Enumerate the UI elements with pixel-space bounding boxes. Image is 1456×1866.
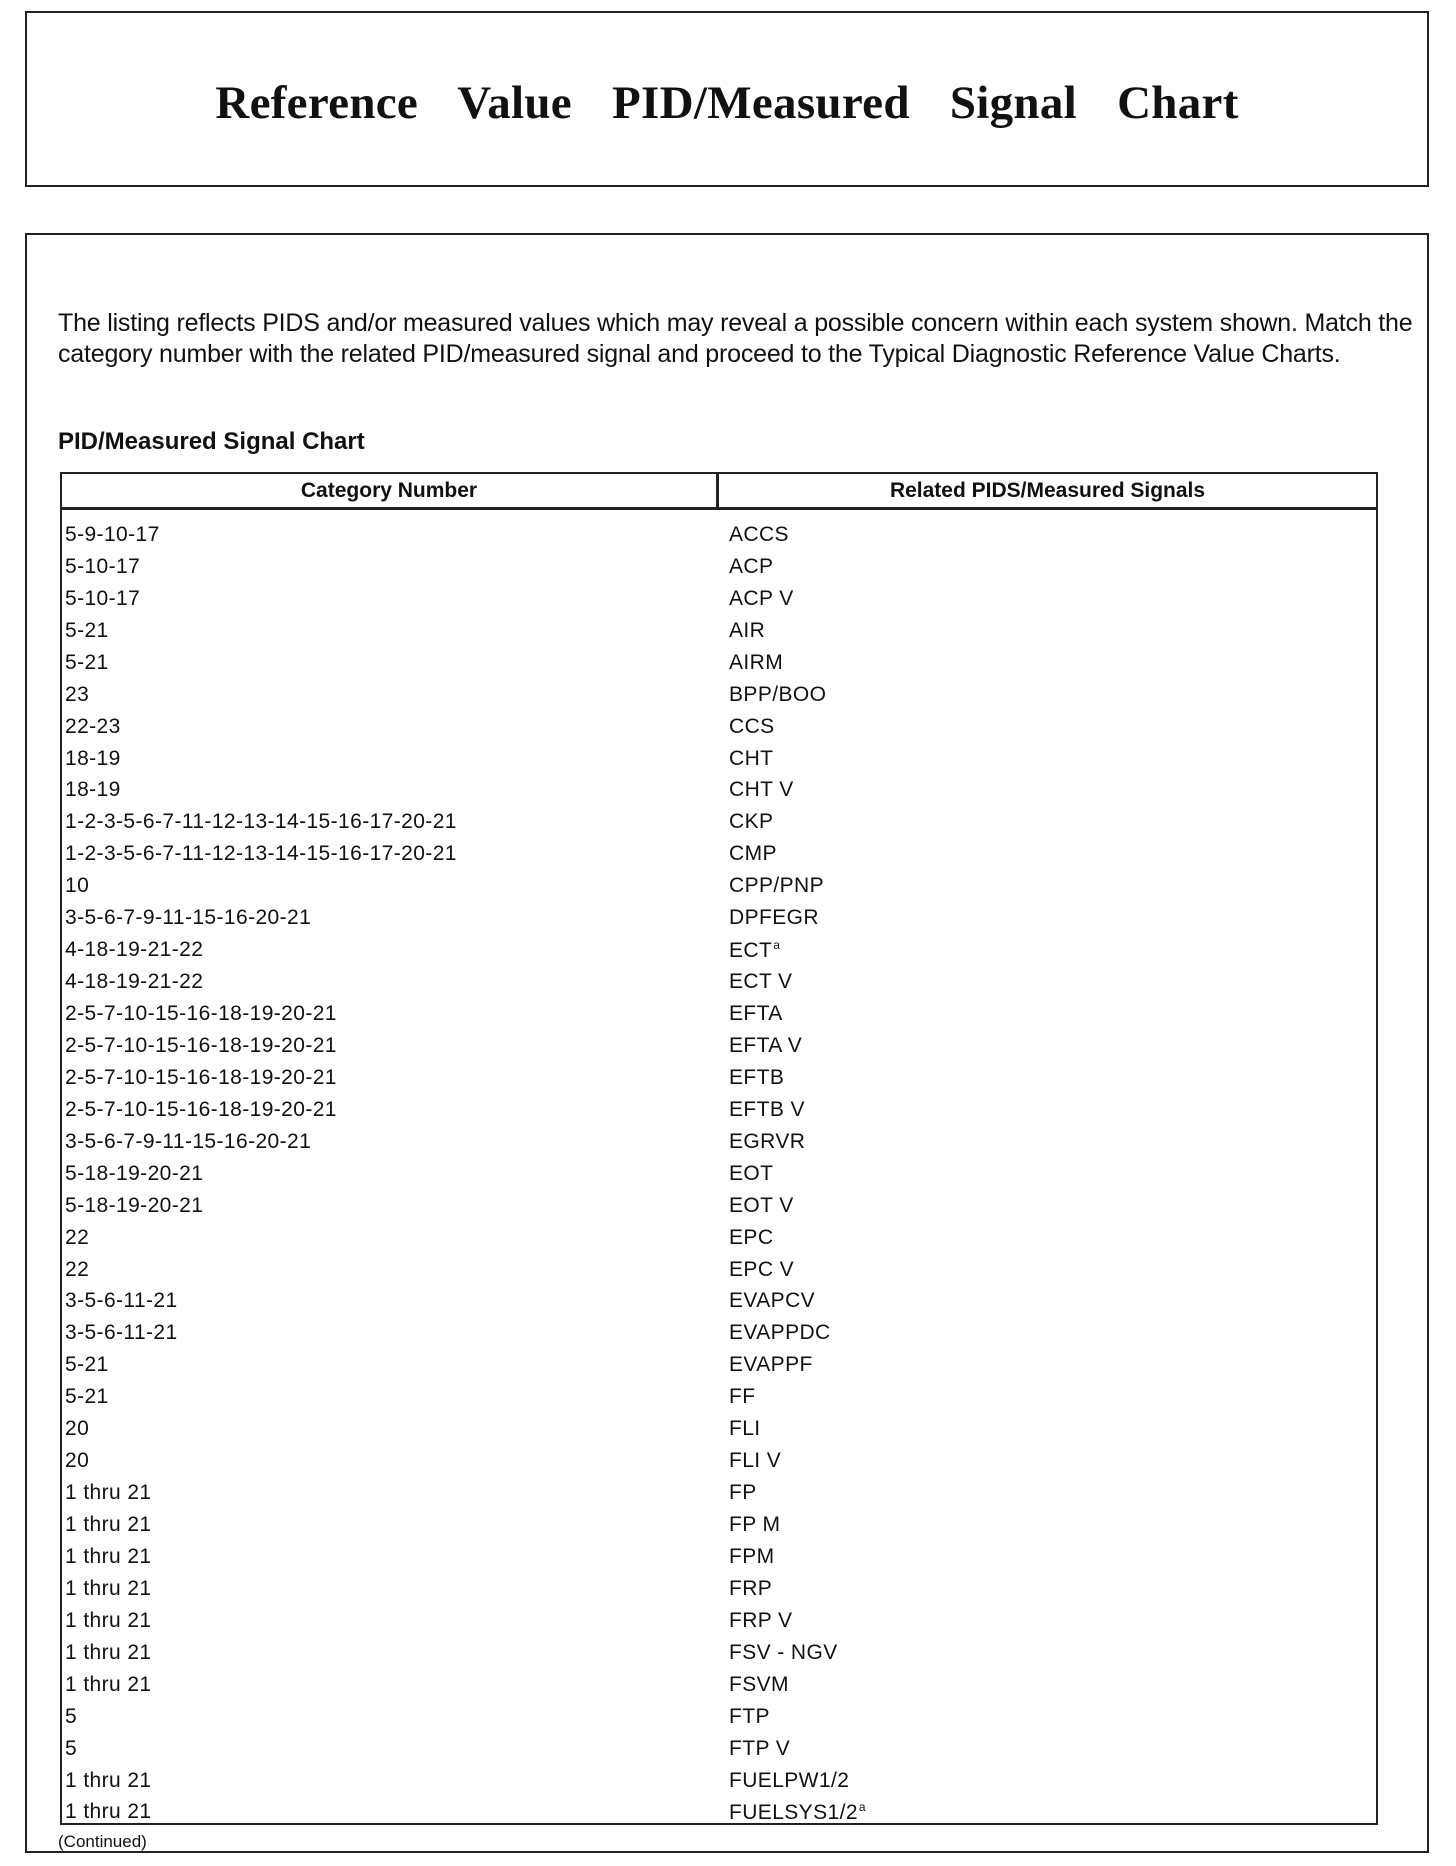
table-row <box>62 934 1376 966</box>
signal-name: AIR <box>729 618 766 642</box>
signal-cell <box>719 1226 1376 1250</box>
table-row <box>62 1733 1376 1765</box>
signal-name: EGRVR <box>729 1129 806 1153</box>
table-row <box>62 775 1376 807</box>
table-row <box>62 1605 1376 1637</box>
table-row <box>62 1797 1376 1829</box>
signal-cell <box>719 651 1376 675</box>
signal-name: EFTB V <box>729 1097 805 1121</box>
category-cell: 1 thru 21 <box>65 1608 152 1632</box>
signal-cell <box>719 1481 1376 1505</box>
signal-name: EOT <box>729 1161 774 1185</box>
table-row <box>62 1254 1376 1286</box>
category-cell: 3-5-6-7-9-11-15-16-20-21 <box>65 1129 312 1153</box>
table-row <box>62 806 1376 838</box>
table-row <box>62 838 1376 870</box>
table-row <box>62 647 1376 679</box>
table-row <box>62 1637 1376 1669</box>
signal-name: FTP <box>729 1704 770 1728</box>
table-row <box>62 1094 1376 1126</box>
table-row <box>62 1541 1376 1573</box>
signal-name: FSV - NGV <box>729 1640 838 1664</box>
signal-cell <box>719 587 1376 611</box>
signal-name: CKP <box>729 810 774 834</box>
page-title: Reference Value PID/Measured Signal Chart <box>215 77 1239 129</box>
signal-name: EPC <box>729 1225 774 1249</box>
table-row <box>62 615 1376 647</box>
signal-name: CHT V <box>729 778 794 802</box>
signal-name: FRP <box>729 1576 773 1600</box>
continued-note: (Continued) <box>58 1832 147 1851</box>
signal-cell <box>719 1002 1376 1026</box>
signal-name: ACP <box>729 554 774 578</box>
signal-name: DPFEGR <box>729 906 819 930</box>
category-cell: 1 thru 21 <box>65 1800 152 1824</box>
signal-cell <box>719 1513 1376 1537</box>
table-row <box>62 1317 1376 1349</box>
signal-name: EVAPCV <box>729 1289 816 1313</box>
signal-cell <box>719 1034 1376 1058</box>
signal-name: EVAPPF <box>729 1353 813 1377</box>
table-row <box>62 1765 1376 1797</box>
signal-cell <box>719 970 1376 994</box>
signal-name: EPC V <box>729 1257 795 1281</box>
signal-cell <box>719 1769 1376 1793</box>
category-cell: 5-18-19-20-21 <box>65 1161 204 1185</box>
category-cell: 4-18-19-21-22 <box>65 970 204 994</box>
column-header-signals: Related PIDS/Measured Signals <box>889 478 1206 502</box>
signal-name: ECT V <box>729 970 793 994</box>
table-row <box>62 743 1376 775</box>
footnote-marker: a <box>858 1799 866 1814</box>
table-row <box>62 1190 1376 1222</box>
table-row <box>62 519 1376 551</box>
table-row <box>62 1286 1376 1318</box>
title-box <box>25 11 1429 187</box>
signal-name: CMP <box>729 842 777 866</box>
category-cell: 2-5-7-10-15-16-18-19-20-21 <box>65 1065 337 1089</box>
table-row <box>62 1445 1376 1477</box>
table-header <box>62 474 1376 510</box>
category-cell: 5-21 <box>65 1385 109 1409</box>
table-row <box>62 1413 1376 1445</box>
category-cell: 2-5-7-10-15-16-18-19-20-21 <box>65 1097 337 1121</box>
category-cell: 1 thru 21 <box>65 1576 152 1600</box>
content-box <box>25 233 1429 1853</box>
category-cell: 5-10-17 <box>65 586 141 610</box>
table-row <box>62 1062 1376 1094</box>
table-body <box>62 510 1376 1828</box>
footnote-marker: a <box>773 937 781 952</box>
table-row <box>62 1701 1376 1733</box>
category-cell: 22-23 <box>65 714 121 738</box>
signal-cell <box>719 1545 1376 1569</box>
table-row <box>62 1573 1376 1605</box>
signal-cell <box>719 1194 1376 1218</box>
signal-cell <box>719 1353 1376 1377</box>
category-cell: 23 <box>65 682 90 706</box>
signal-name: CHT <box>729 746 774 770</box>
signal-cell <box>719 747 1376 771</box>
table-row <box>62 1381 1376 1413</box>
intro-paragraph: The listing reflects PIDS and/or measured values which may reveal a possible concern within each system shown. Match the category number with the related PID/measured signal and proceed to the Typical Diagnostic Reference Value Charts. <box>58 309 1413 368</box>
category-cell: 3-5-6-7-9-11-15-16-20-21 <box>65 906 312 930</box>
signal-name: EFTA <box>729 1002 783 1026</box>
signal-cell <box>719 1162 1376 1186</box>
signal-cell <box>719 778 1376 802</box>
table-row <box>62 1669 1376 1701</box>
category-cell: 1 thru 21 <box>65 1768 152 1792</box>
category-cell: 18-19 <box>65 778 121 802</box>
signal-cell <box>719 1673 1376 1697</box>
signal-cell <box>719 1737 1376 1761</box>
signal-name: CCS <box>729 714 775 738</box>
category-cell: 5-9-10-17 <box>65 522 160 546</box>
column-header-category: Category Number <box>62 474 719 507</box>
signal-cell <box>719 1098 1376 1122</box>
signal-name: FSVM <box>729 1672 789 1696</box>
category-cell: 2-5-7-10-15-16-18-19-20-21 <box>65 1002 337 1026</box>
table-row <box>62 1509 1376 1541</box>
signal-cell <box>719 1609 1376 1633</box>
category-cell: 3-5-6-11-21 <box>65 1321 178 1345</box>
signal-cell <box>719 1800 1376 1825</box>
table-row <box>62 998 1376 1030</box>
signal-name: FLI <box>729 1417 761 1441</box>
table-row <box>62 1030 1376 1062</box>
signal-name: FP M <box>729 1513 781 1537</box>
signal-name: AIRM <box>729 650 784 674</box>
signal-cell <box>719 1577 1376 1601</box>
category-cell: 5 <box>65 1736 78 1760</box>
category-cell: 5 <box>65 1704 78 1728</box>
category-cell: 22 <box>65 1225 90 1249</box>
category-cell: 20 <box>65 1417 90 1441</box>
category-cell: 5-21 <box>65 618 109 642</box>
signal-cell <box>719 1385 1376 1409</box>
signal-name: EOT V <box>729 1193 794 1217</box>
signal-cell <box>719 683 1376 707</box>
category-cell: 18-19 <box>65 746 121 770</box>
signal-cell <box>719 1417 1376 1441</box>
signal-cell <box>719 1705 1376 1729</box>
category-cell: 1 thru 21 <box>65 1481 152 1505</box>
category-cell: 10 <box>65 874 90 898</box>
signal-cell <box>719 1258 1376 1282</box>
signal-name: FP <box>729 1481 757 1505</box>
table-row <box>62 551 1376 583</box>
signal-name: EFTA V <box>729 1033 803 1057</box>
table-row <box>62 1158 1376 1190</box>
signal-cell <box>719 842 1376 866</box>
category-cell: 1 thru 21 <box>65 1513 152 1537</box>
category-cell: 1 thru 21 <box>65 1640 152 1664</box>
signal-name: FLI V <box>729 1449 782 1473</box>
signal-cell <box>719 874 1376 898</box>
signal-cell <box>719 555 1376 579</box>
signal-cell <box>719 1641 1376 1665</box>
signal-name: ECT <box>729 938 773 962</box>
section-title: PID/Measured Signal Chart <box>58 428 365 455</box>
signal-name: CPP/PNP <box>729 874 824 898</box>
signal-cell <box>719 715 1376 739</box>
signal-cell <box>719 1321 1376 1345</box>
signal-cell <box>719 1130 1376 1154</box>
signal-cell <box>719 810 1376 834</box>
signal-cell <box>719 1066 1376 1090</box>
signal-name: EFTB <box>729 1065 785 1089</box>
table-row <box>62 1477 1376 1509</box>
signal-name: FPM <box>729 1544 775 1568</box>
table-row <box>62 1126 1376 1158</box>
signal-name: FTP V <box>729 1736 791 1760</box>
table-row <box>62 902 1376 934</box>
table-row <box>62 966 1376 998</box>
signal-name: FF <box>729 1385 756 1409</box>
signal-cell <box>719 1289 1376 1313</box>
signal-name: FUELSYS1/2 <box>729 1800 858 1824</box>
table-row <box>62 1349 1376 1381</box>
category-cell: 2-5-7-10-15-16-18-19-20-21 <box>65 1033 337 1057</box>
category-cell: 1-2-3-5-6-7-11-12-13-14-15-16-17-20-21 <box>65 842 457 866</box>
category-cell: 20 <box>65 1449 90 1473</box>
signal-cell <box>719 619 1376 643</box>
pid-signal-table <box>60 472 1378 1825</box>
signal-name: ACCS <box>729 522 789 546</box>
signal-name: EVAPPDC <box>729 1321 831 1345</box>
category-cell: 5-18-19-20-21 <box>65 1193 204 1217</box>
category-cell: 1-2-3-5-6-7-11-12-13-14-15-16-17-20-21 <box>65 810 457 834</box>
category-cell: 4-18-19-21-22 <box>65 938 204 962</box>
table-row <box>62 679 1376 711</box>
signal-name: BPP/BOO <box>729 682 827 706</box>
signal-cell <box>719 906 1376 930</box>
category-cell: 3-5-6-11-21 <box>65 1289 178 1313</box>
signal-name: FRP V <box>729 1608 793 1632</box>
signal-name: ACP V <box>729 586 794 610</box>
signal-cell <box>719 938 1376 963</box>
category-cell: 5-21 <box>65 650 109 674</box>
category-cell: 22 <box>65 1257 90 1281</box>
table-row <box>62 711 1376 743</box>
signal-name: FUELPW1/2 <box>729 1768 850 1792</box>
category-cell: 5-21 <box>65 1353 109 1377</box>
signal-cell <box>719 523 1376 547</box>
category-cell: 1 thru 21 <box>65 1672 152 1696</box>
category-cell: 1 thru 21 <box>65 1544 152 1568</box>
table-row <box>62 583 1376 615</box>
signal-cell <box>719 1449 1376 1473</box>
table-row <box>62 1222 1376 1254</box>
category-cell: 5-10-17 <box>65 554 141 578</box>
table-row <box>62 870 1376 902</box>
